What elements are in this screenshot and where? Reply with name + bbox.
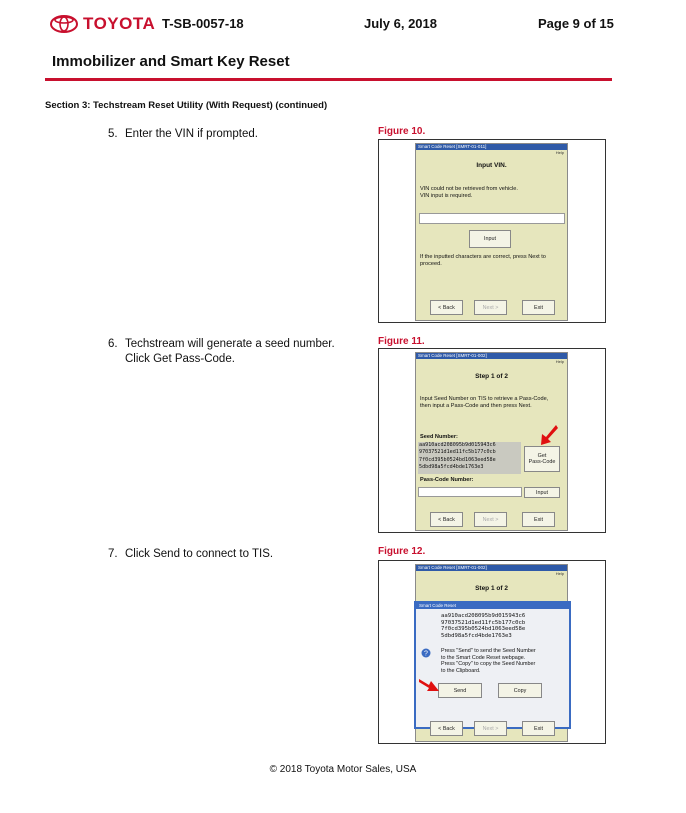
proceed-message: If the inputted characters are correct, press Next to proceed. (420, 254, 546, 267)
instructions: Input Seed Number on TIS to retrieve a Pass-Code, then input a Pass-Code and then press Next. (420, 396, 549, 409)
title-divider (45, 78, 612, 81)
footer-copyright: © 2018 Toyota Motor Sales, USA (269, 764, 417, 775)
window-title: Smart Code Reset [SMRT-01-011] (416, 144, 567, 150)
help-menu[interactable]: Help (555, 571, 564, 576)
next-button[interactable]: Next > (474, 512, 507, 527)
next-button[interactable]: Next > (474, 300, 507, 315)
input-vin-window (415, 143, 568, 321)
pass-code-input[interactable] (418, 487, 522, 497)
logo-text: TOYOTA (83, 14, 156, 33)
input-button[interactable]: Input (469, 230, 511, 248)
page-title: Immobilizer and Smart Key Reset (52, 53, 290, 70)
send-dialog (414, 601, 571, 729)
question-icon (421, 648, 431, 658)
red-arrow-icon (419, 677, 439, 693)
input-button[interactable]: Input (524, 487, 560, 498)
back-button[interactable]: < Back (430, 721, 463, 736)
step-5: 5. Enter the VIN if prompted. (108, 128, 258, 140)
step-7: 7. Click Send to connect to TIS. (108, 548, 274, 560)
figure-12 (378, 560, 606, 744)
dialog-title: Smart Code Reset (416, 603, 569, 609)
step-6: 6. Techstream will generate a seed number. Click Get Pass-Code. (108, 338, 335, 365)
window-heading: Step 1 of 2 (475, 373, 508, 380)
doc-id: T-SB-0057-18 (162, 16, 244, 31)
window-title: Smart Code Reset [SMRT-01-002] (416, 565, 567, 571)
toyota-emblem-icon (50, 15, 78, 33)
page-number: Page 9 of 15 (538, 16, 614, 31)
seed-label: Seed Number: (420, 434, 458, 440)
step1-window (415, 352, 568, 531)
svg-text:?: ? (424, 650, 428, 658)
seed-number-box: aa910acd208095b9d015943c6 97037521d1ed11fc5b177c0cb 7f0cd395b0524bd1063eed58e 5dbd98a5fcd4bde1763e3 (418, 442, 521, 474)
exit-button[interactable]: Exit (522, 512, 555, 527)
toyota-logo (50, 14, 155, 34)
figure-12-label: Figure 12. (378, 546, 426, 557)
section-heading: Section 3: Techstream Reset Utility (With Request) (continued) (45, 100, 328, 111)
send-button[interactable]: Send (438, 683, 482, 698)
back-button[interactable]: < Back (430, 512, 463, 527)
pass-code-label: Pass-Code Number: (420, 477, 474, 483)
figure-11 (378, 348, 606, 533)
exit-button[interactable]: Exit (522, 721, 555, 736)
step1-window (415, 564, 568, 742)
window-title: Smart Code Reset [SMRT-01-002] (416, 353, 567, 359)
figure-10-label: Figure 10. (378, 126, 426, 137)
figure-11-label: Figure 11. (378, 336, 425, 347)
doc-date: July 6, 2018 (364, 16, 437, 31)
next-button[interactable]: Next > (474, 721, 507, 736)
help-menu[interactable]: Help (555, 150, 564, 155)
exit-button[interactable]: Exit (522, 300, 555, 315)
dialog-instructions: Press "Send" to send the Seed Number to the Smart Code Reset webpage. Press "Copy" to copy the Seed Number to the Clipboard. (441, 648, 536, 674)
window-heading: Input VIN. (476, 162, 507, 169)
get-pass-code-button[interactable]: Get Pass-Code (524, 446, 560, 472)
vin-input[interactable] (419, 213, 565, 224)
copy-button[interactable]: Copy (498, 683, 542, 698)
help-menu[interactable]: Help (555, 359, 564, 364)
dialog-seed-number: aa910acd208095b9d015943c6 97037521d1ed11fc5b177c0cb 7f0cd395b0524bd1063eed58e 5dbd98a5fcd4bde1763e3 (441, 613, 526, 639)
vin-message: VIN could not be retrieved from vehicle. VIN input is required. (420, 186, 518, 199)
back-button[interactable]: < Back (430, 300, 463, 315)
red-arrow-icon (540, 425, 558, 445)
figure-10 (378, 139, 606, 323)
window-heading: Step 1 of 2 (475, 585, 508, 592)
